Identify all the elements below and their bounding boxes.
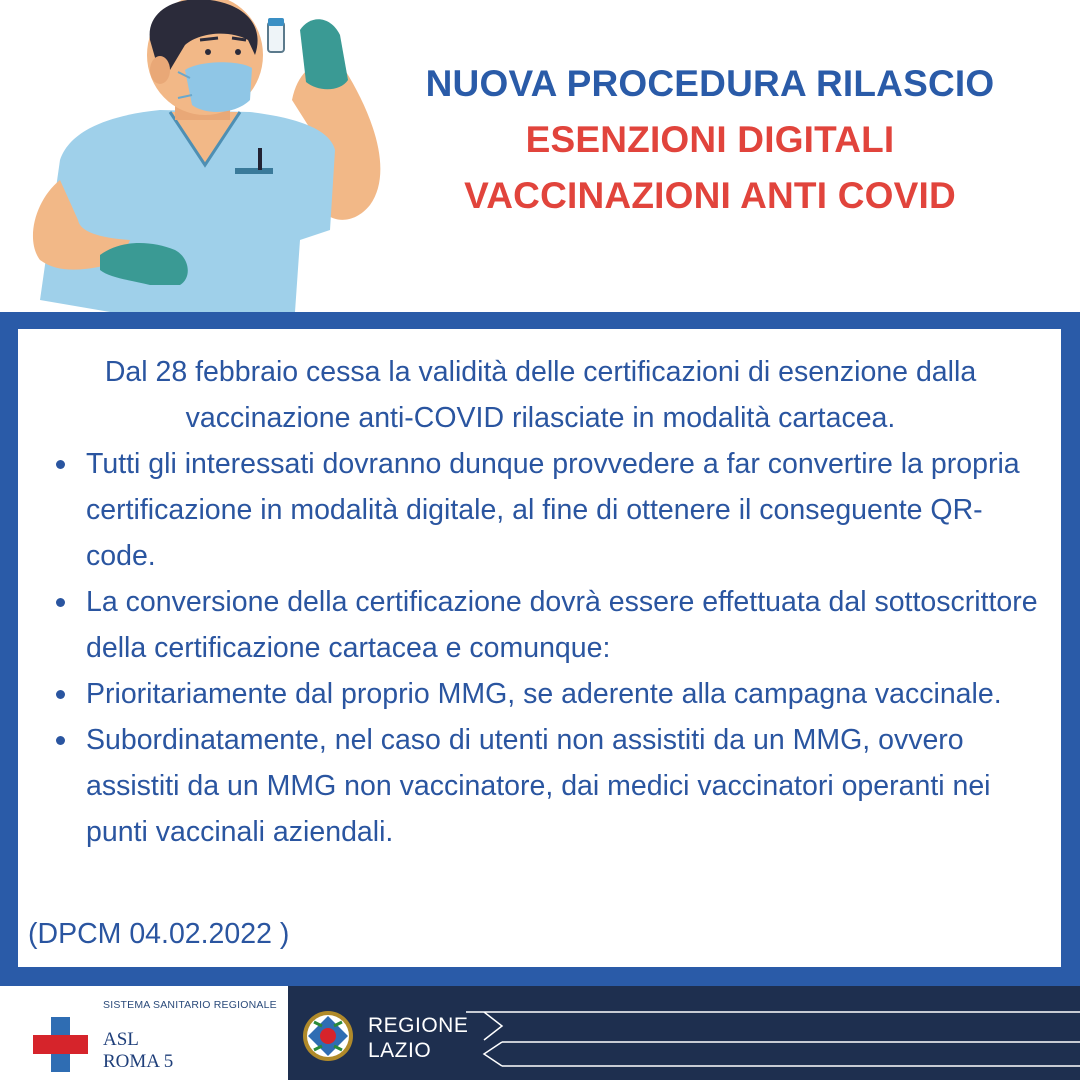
bullet-dot-icon: [56, 690, 65, 699]
asl-line-2: ROMA 5: [103, 1051, 174, 1072]
list-item: [18, 579, 1048, 671]
ssr-label: SISTEMA SANITARIO REGIONALE: [103, 999, 277, 1011]
title-line-1: NUOVA PROCEDURA RILASCIO: [425, 63, 995, 104]
bullet-list: [18, 441, 1048, 855]
bullet-text: Subordinatamente, nel caso di utenti non assistiti da un MMG, ovvero assistiti da un MMG non vaccinatore, dai medici vaccinatori operanti nei punti vaccinali aziendali.: [86, 724, 991, 848]
headline: [380, 56, 1040, 224]
content-card: [18, 329, 1061, 967]
bullet-text: Tutti gli interessati dovranno dunque provvedere a far convertire la propria certificazione in modalità digitale, al fine di ottenere il conseguente QR-code.: [86, 448, 1020, 572]
content-frame: [0, 312, 1080, 986]
bullet-text: Prioritariamente dal proprio MMG, se aderente alla campagna vaccinale.: [86, 678, 1002, 710]
region-line-1: REGIONE: [368, 1014, 469, 1037]
reference-note: (DPCM 04.02.2022 ): [28, 918, 290, 950]
asl-cross-icon: [33, 1017, 88, 1072]
title-line-3: VACCINAZIONI ANTI COVID: [464, 175, 956, 216]
asl-logo-area: [0, 986, 288, 1080]
asl-line-1: ASL: [103, 1029, 139, 1050]
bullet-text: La conversione della certificazione dovrà essere effettuata dal sottoscrittore della certificazione cartacea e comunque:: [86, 586, 1038, 664]
regione-lazio-emblem-icon: [302, 1010, 354, 1062]
asl-name: [103, 1029, 173, 1073]
bullet-dot-icon: [56, 736, 65, 745]
region-logo-area: [288, 986, 1080, 1080]
bullet-dot-icon: [56, 460, 65, 469]
footer: [0, 986, 1080, 1080]
title-line-2: ESENZIONI DIGITALI: [525, 119, 895, 160]
bullet-dot-icon: [56, 598, 65, 607]
list-item: [18, 441, 1048, 579]
region-name: [368, 1013, 468, 1063]
doctor-illustration: [0, 0, 400, 312]
intro-paragraph: Dal 28 febbraio cessa la validità delle certificazioni di esenzione dalla vaccinazione anti-COVID rilasciate in modalità cartacea.: [104, 356, 977, 434]
region-line-2: LAZIO: [368, 1039, 432, 1062]
list-item: [18, 671, 1048, 717]
list-item: [18, 717, 1048, 855]
